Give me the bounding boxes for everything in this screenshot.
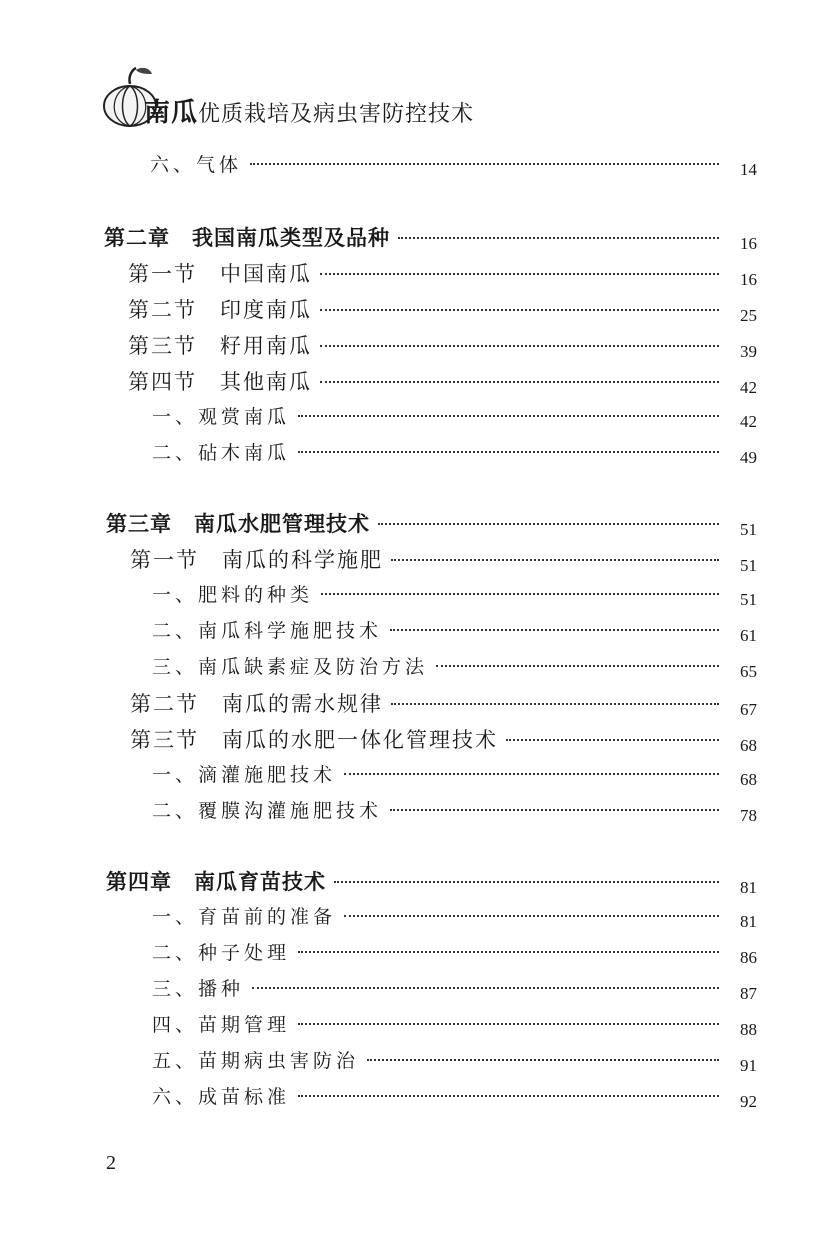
toc-page-number: 92 [740, 1092, 757, 1111]
toc-item [152, 902, 757, 934]
toc-page-number: 16 [740, 234, 757, 253]
toc-item [152, 938, 757, 970]
toc-page-number: 91 [740, 1056, 757, 1075]
toc-item [152, 438, 757, 470]
toc-item [152, 1046, 757, 1078]
toc-label: 二、种子处理 [152, 942, 291, 964]
dot-leader [506, 739, 719, 741]
toc-page-number: 81 [740, 878, 757, 897]
toc-page-number: 39 [740, 342, 757, 361]
dot-leader [298, 1095, 719, 1097]
toc-item [152, 580, 757, 612]
toc-page-number: 86 [740, 948, 757, 967]
toc-label: 四、苗期管理 [152, 1014, 291, 1036]
dot-leader [321, 593, 719, 595]
toc-section [130, 544, 757, 576]
dot-leader [298, 1023, 719, 1025]
toc-page-number: 78 [740, 806, 757, 825]
toc-section [128, 366, 757, 398]
toc-label: 二、南瓜科学施肥技术 [152, 620, 383, 642]
toc-label: 二、砧木南瓜 [152, 442, 291, 464]
toc-page-number: 87 [740, 984, 757, 1003]
toc-page-number: 42 [740, 378, 757, 397]
toc-page-number: 51 [740, 556, 757, 575]
toc-item [150, 150, 757, 182]
toc-item [152, 760, 757, 792]
toc-label: 第三章 南瓜水肥管理技术 [106, 512, 370, 536]
dot-leader [390, 629, 719, 631]
dot-leader [391, 559, 719, 561]
toc-page-number: 42 [740, 412, 757, 431]
dot-leader [334, 881, 719, 883]
toc-section [130, 688, 757, 720]
toc-page-number: 88 [740, 1020, 757, 1039]
toc-chapter [104, 222, 757, 254]
dot-leader [390, 809, 719, 811]
toc-page-number: 25 [740, 306, 757, 325]
toc-label: 第二节 印度南瓜 [128, 298, 312, 322]
toc-chapter [106, 866, 757, 898]
toc-label: 二、覆膜沟灌施肥技术 [152, 800, 383, 822]
dot-leader [298, 415, 719, 417]
toc-label: 第三节 南瓜的水肥一体化管理技术 [130, 728, 498, 752]
toc-label: 第三节 籽用南瓜 [128, 334, 312, 358]
dot-leader [298, 451, 719, 453]
dot-leader [344, 915, 719, 917]
dot-leader [320, 381, 719, 383]
toc-page-number: 61 [740, 626, 757, 645]
toc-section [128, 330, 757, 362]
toc-page-number: 68 [740, 736, 757, 755]
toc-item [152, 1082, 757, 1114]
toc-label: 六、成苗标准 [152, 1086, 291, 1108]
header-subtitle: 优质栽培及病虫害防控技术 [198, 102, 475, 127]
header-brand: 南瓜 [144, 98, 199, 128]
toc-page-number: 16 [740, 270, 757, 289]
toc-section [128, 258, 757, 290]
dot-leader [250, 163, 719, 165]
toc-label: 三、南瓜缺素症及防治方法 [152, 656, 429, 678]
dot-leader [367, 1059, 719, 1061]
dot-leader [320, 273, 719, 275]
toc-label: 一、滴灌施肥技术 [152, 764, 337, 786]
dot-leader [398, 237, 719, 239]
toc-label: 一、肥料的种类 [152, 584, 314, 606]
toc-item [152, 402, 757, 434]
toc-item [152, 974, 757, 1006]
dot-leader [378, 523, 719, 525]
toc-page-number: 51 [740, 520, 757, 539]
toc-label: 第二章 我国南瓜类型及品种 [104, 226, 390, 250]
toc-item [152, 1010, 757, 1042]
toc-label: 第四节 其他南瓜 [128, 370, 312, 394]
dot-leader [252, 987, 719, 989]
dot-leader [320, 309, 719, 311]
dot-leader [391, 703, 719, 705]
toc-page-number: 81 [740, 912, 757, 931]
toc-item [152, 652, 757, 684]
dot-leader [436, 665, 719, 667]
toc-page-number: 65 [740, 662, 757, 681]
dot-leader [344, 773, 719, 775]
toc-label: 第一节 中国南瓜 [128, 262, 312, 286]
toc-section [128, 294, 757, 326]
dot-leader [320, 345, 719, 347]
toc-page-number: 67 [740, 700, 757, 719]
dot-leader [298, 951, 719, 953]
toc-page-number: 14 [740, 160, 757, 179]
page-number: 2 [106, 1152, 116, 1174]
toc-label: 一、观赏南瓜 [152, 406, 291, 428]
toc-label: 第四章 南瓜育苗技术 [106, 870, 326, 894]
toc-chapter [106, 508, 757, 540]
toc-item [152, 796, 757, 828]
toc-label: 一、育苗前的准备 [152, 906, 337, 928]
toc-page-number: 51 [740, 590, 757, 609]
toc-label: 三、播种 [152, 978, 245, 1000]
toc-section [130, 724, 757, 756]
toc-page-number: 68 [740, 770, 757, 789]
toc-label: 第二节 南瓜的需水规律 [130, 692, 383, 716]
toc-label: 第一节 南瓜的科学施肥 [130, 548, 383, 572]
toc-page-number: 49 [740, 448, 757, 467]
toc-item [152, 616, 757, 648]
toc-label: 五、苗期病虫害防治 [152, 1050, 360, 1072]
toc-label: 六、气体 [150, 154, 243, 176]
